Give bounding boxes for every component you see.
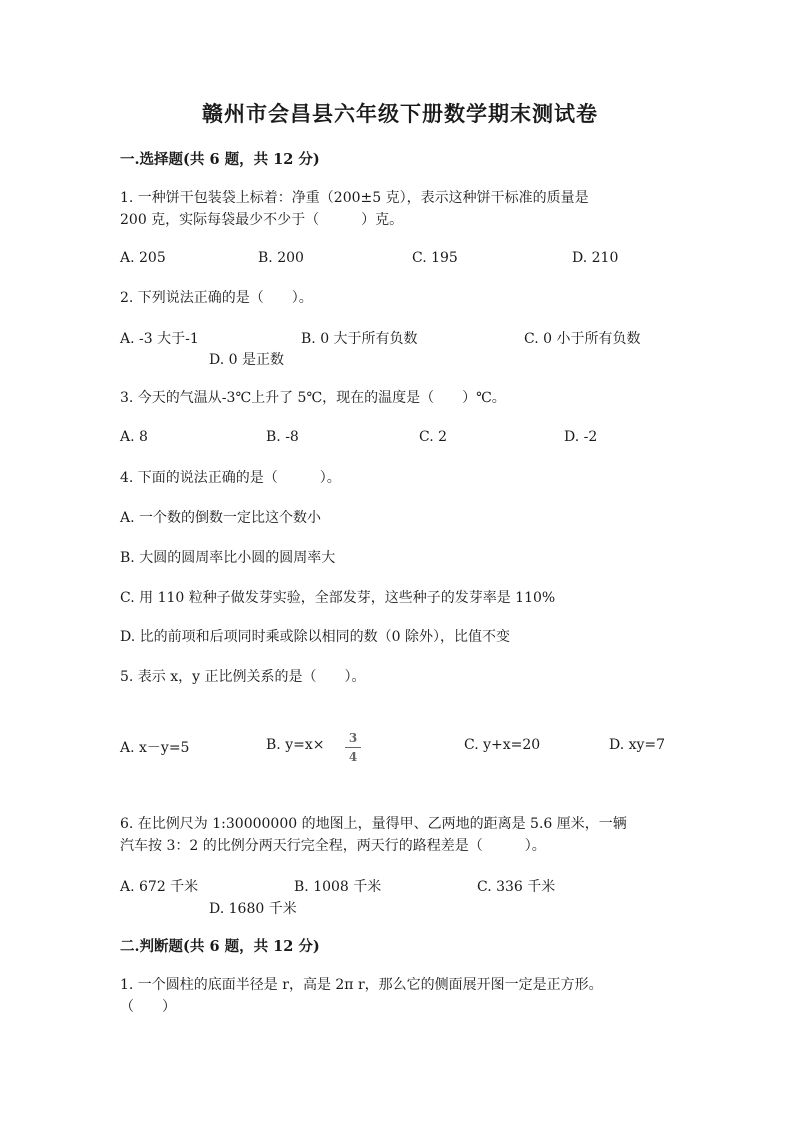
question-4-text: 4. 下面的说法正确的是（ ）。 bbox=[120, 470, 341, 486]
question-3-option-c[interactable]: C. 2 bbox=[419, 429, 448, 445]
question-6-option-d[interactable]: D. 1680 千米 bbox=[209, 901, 297, 917]
question-5-option-a[interactable]: A. x－y=5 bbox=[120, 740, 190, 756]
question-2-option-d[interactable]: D. 0 是正数 bbox=[209, 352, 284, 368]
question-1-option-d[interactable]: D. 210 bbox=[572, 250, 619, 266]
exam-title: 赣州市会昌县六年级下册数学期末测试卷 bbox=[202, 101, 598, 126]
fraction-denominator: 4 bbox=[348, 750, 358, 764]
fraction-bar bbox=[345, 747, 361, 748]
question-4-option-c[interactable]: C. 用 110 粒种子做发芽实验，全部发芽，这些种子的发芽率是 110% bbox=[120, 590, 556, 606]
question-5-option-b[interactable]: B. y=x× bbox=[266, 737, 325, 753]
question-5-text: 5. 表示 x，y 正比例关系的是（ ）。 bbox=[120, 669, 366, 685]
question-4-option-b[interactable]: B. 大圆的圆周率比小圆的圆周率大 bbox=[120, 550, 336, 566]
question-2-text: 2. 下列说法正确的是（ ）。 bbox=[120, 290, 313, 306]
question-1-option-b[interactable]: B. 200 bbox=[258, 250, 304, 266]
question-3-option-a[interactable]: A. 8 bbox=[120, 429, 148, 445]
section-heading-true-false: 二.判断题(共 6 题，共 12 分) bbox=[120, 938, 320, 955]
question-4-option-a[interactable]: A. 一个数的倒数一定比这个数小 bbox=[120, 510, 322, 526]
question-5-option-d[interactable]: D. xy=7 bbox=[609, 737, 666, 753]
question-4-option-d[interactable]: D. 比的前项和后项同时乘或除以相同的数（0 除外），比值不变 bbox=[120, 629, 510, 645]
question-6-option-b[interactable]: B. 1008 千米 bbox=[294, 879, 382, 895]
question-5-option-c[interactable]: C. y+x=20 bbox=[464, 737, 541, 753]
question-6-line-2: 汽车按 3：2 的比例分两天行完全程，两天行的路程差是（ ）。 bbox=[120, 838, 546, 854]
question-3-text: 3. 今天的气温从-3℃上升了 5℃，现在的温度是（ ）℃。 bbox=[120, 390, 506, 406]
question-6-line-1: 6. 在比例尺为 1:30000000 的地图上，量得甲、乙两地的距离是 5.6 厘米，一辆 bbox=[120, 816, 627, 832]
question-2-option-a[interactable]: A. -3 大于-1 bbox=[120, 331, 199, 347]
question-1-option-c[interactable]: C. 195 bbox=[412, 250, 458, 266]
question-1-option-a[interactable]: A. 205 bbox=[120, 250, 166, 266]
section-heading-multiple-choice: 一.选择题(共 6 题，共 12 分) bbox=[120, 151, 320, 168]
judgement-1-line-1: 1. 一个圆柱的底面半径是 r，高是 2π r，那么它的侧面展开图一定是正方形。 bbox=[120, 977, 603, 993]
question-6-option-c[interactable]: C. 336 千米 bbox=[477, 879, 556, 895]
judgement-1-answer-blank[interactable]: （ ） bbox=[120, 999, 176, 1015]
question-1-line-2: 200 克，实际每袋最少不少于（ ）克。 bbox=[120, 212, 404, 228]
question-3-option-d[interactable]: D. -2 bbox=[564, 429, 598, 445]
question-6-option-a[interactable]: A. 672 千米 bbox=[120, 879, 199, 895]
question-2-option-b[interactable]: B. 0 大于所有负数 bbox=[301, 331, 418, 347]
question-1-line-1: 1. 一种饼干包装袋上标着：净重（200±5 克），表示这种饼干标准的质量是 bbox=[120, 190, 589, 206]
fraction-numerator: 3 bbox=[348, 731, 358, 745]
question-2-option-c[interactable]: C. 0 小于所有负数 bbox=[524, 331, 641, 347]
question-3-option-b[interactable]: B. -8 bbox=[266, 429, 299, 445]
fraction-three-quarters bbox=[345, 731, 361, 764]
